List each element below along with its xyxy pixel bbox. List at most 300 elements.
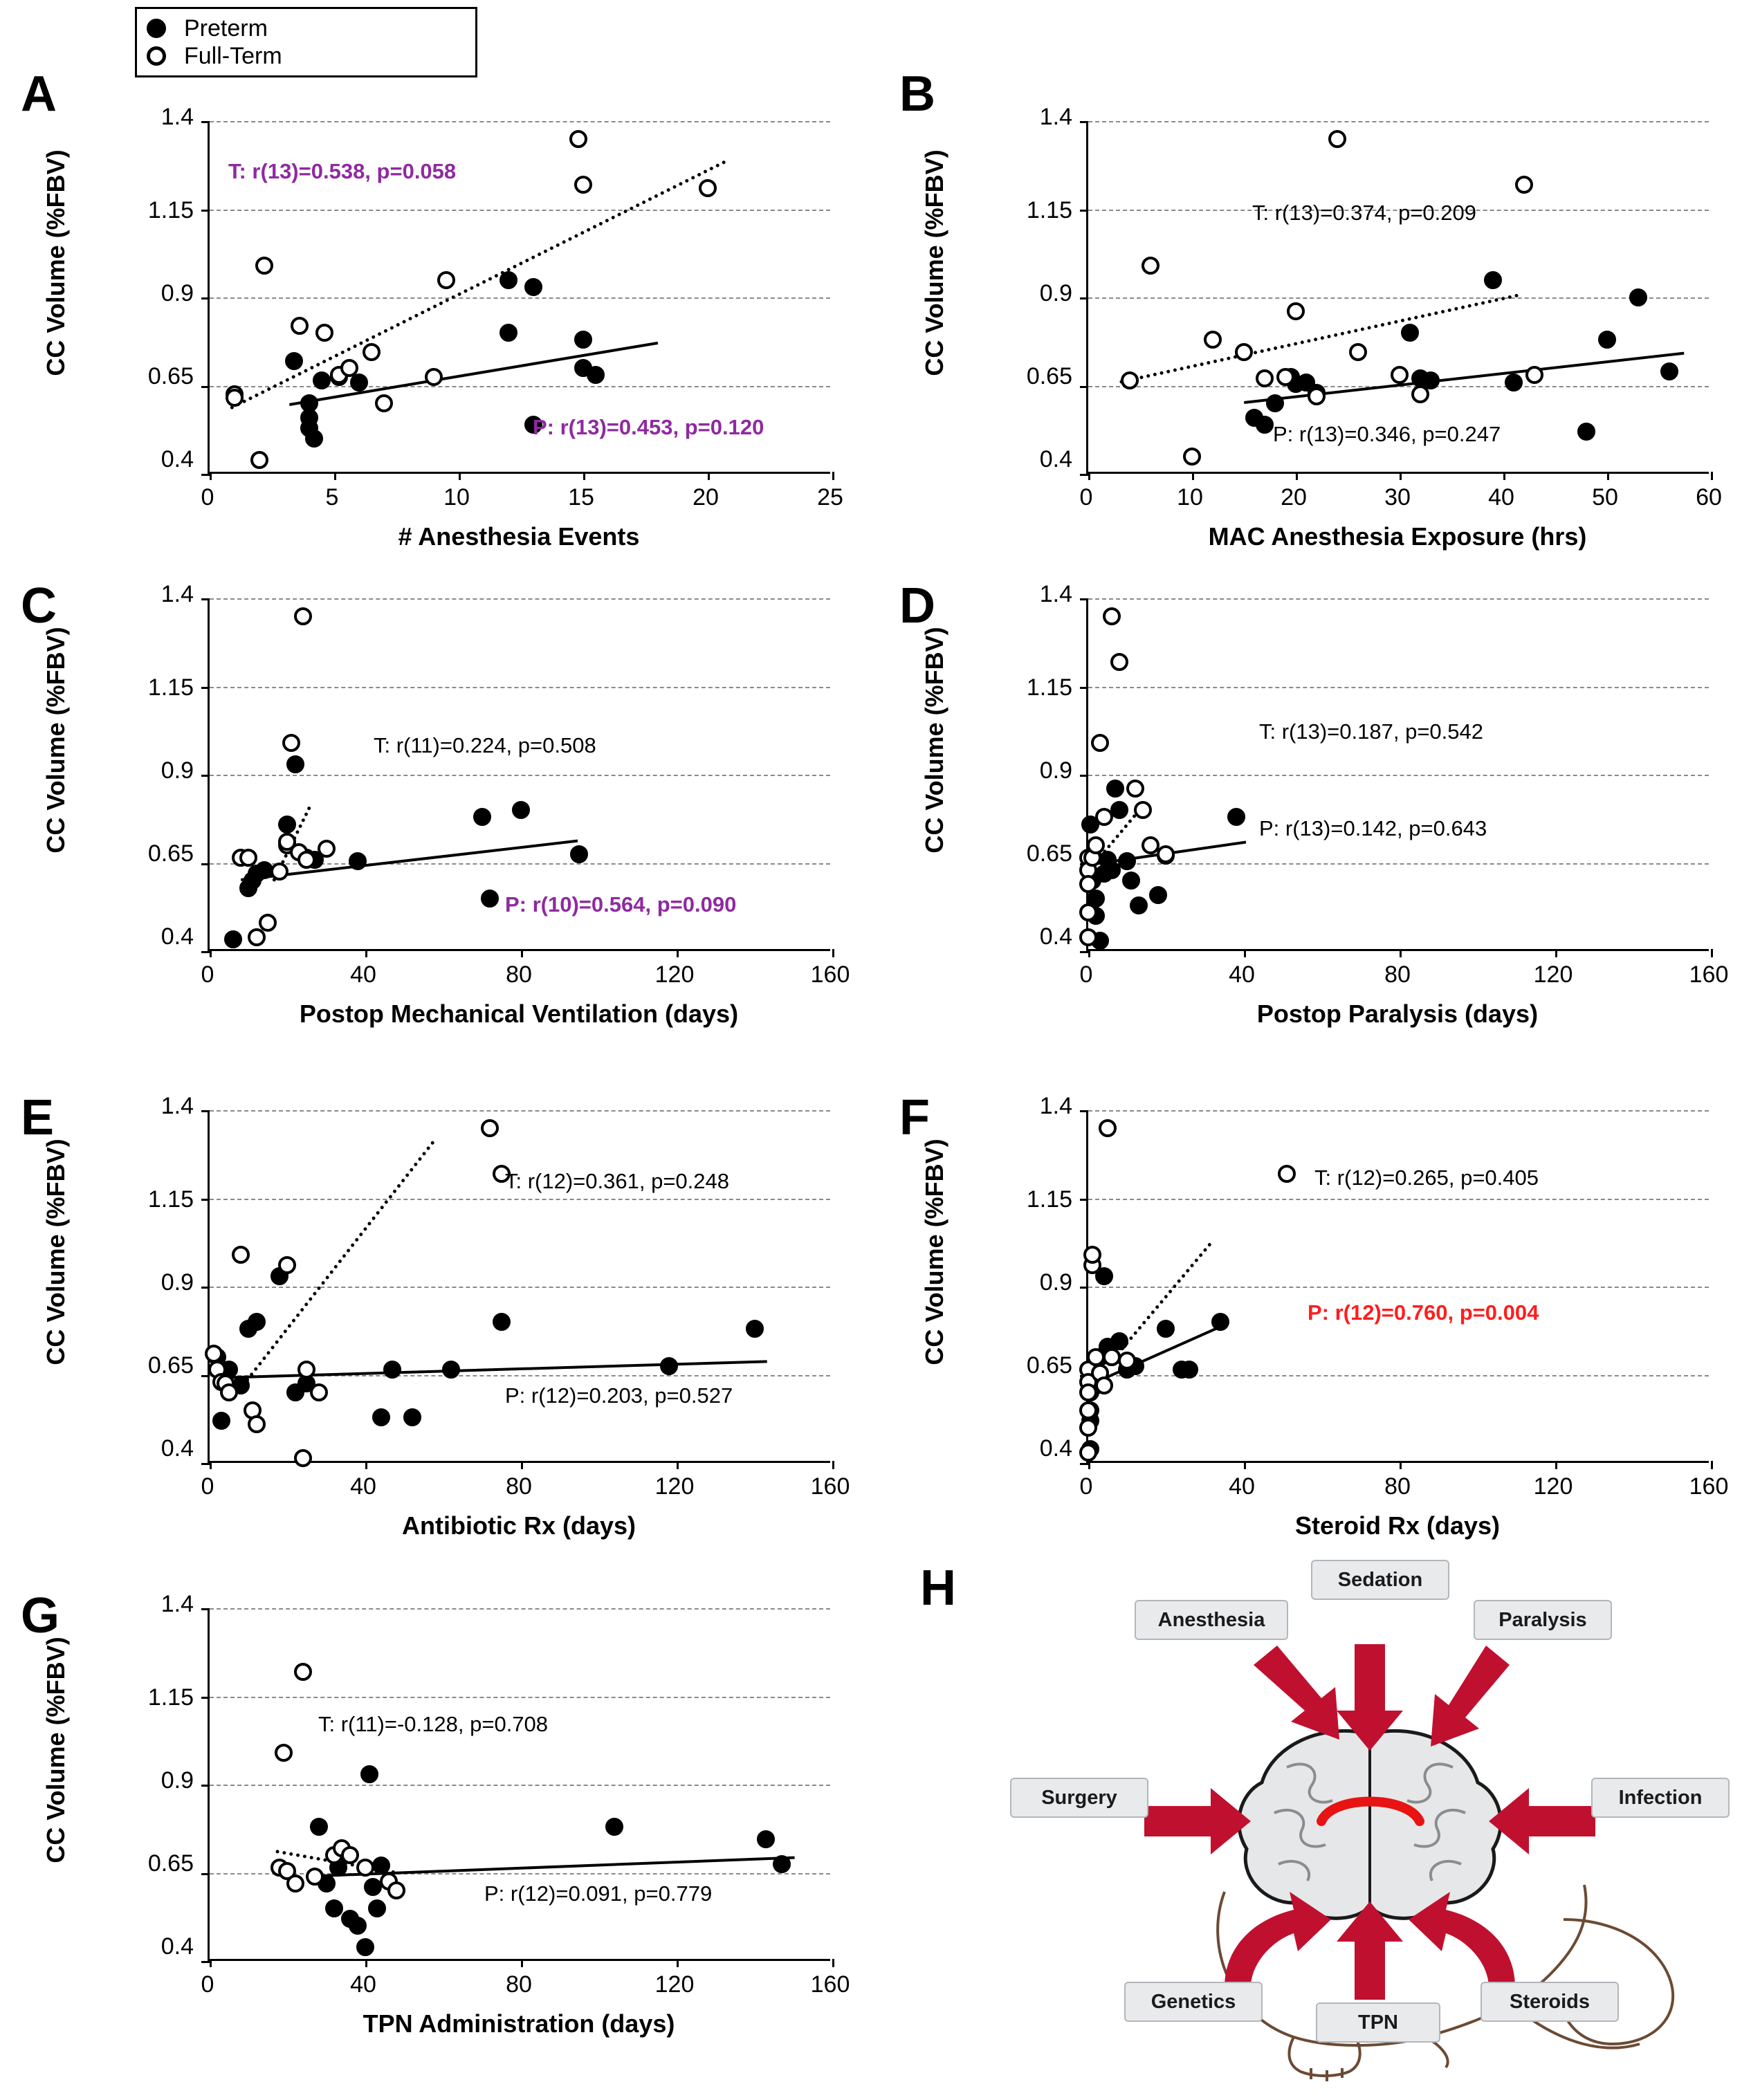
axis-mark — [1088, 1199, 1709, 1200]
y-tick-d-2: 0.9 — [1039, 757, 1072, 784]
panel-letter-e: E — [21, 1090, 55, 1145]
data-point-fullterm — [387, 1881, 405, 1899]
label-box-tpn[interactable]: TPN — [1316, 2002, 1440, 2043]
x-tick-b-3: 30 — [1384, 484, 1411, 510]
y-tick-a-1: 0.65 — [147, 363, 194, 389]
y-tick-e-3: 1.15 — [147, 1186, 194, 1213]
data-point-fullterm — [1525, 366, 1543, 384]
data-point-fullterm — [1079, 875, 1097, 893]
data-point-fullterm — [1349, 343, 1367, 361]
data-point-preterm — [403, 1408, 421, 1426]
data-point-preterm — [1106, 780, 1124, 798]
y-tick-d-1: 0.65 — [1026, 840, 1072, 867]
x-tick-b-6: 60 — [1696, 484, 1722, 510]
axis-mark — [201, 951, 210, 953]
label-box-paralysis[interactable]: Paralysis — [1474, 1600, 1612, 1640]
axis-mark — [201, 1785, 210, 1787]
data-point-fullterm — [1134, 801, 1152, 819]
y-tick-b-2: 0.9 — [1039, 280, 1072, 306]
filled-circle-icon — [147, 19, 166, 38]
axis-mark — [210, 1959, 212, 1967]
data-point-fullterm — [271, 863, 288, 881]
y-tick-f-0: 0.4 — [1039, 1435, 1072, 1462]
y-tick-c-1: 0.65 — [147, 840, 194, 867]
axis-mark — [210, 598, 830, 600]
data-point-preterm — [660, 1357, 678, 1375]
axis-mark — [210, 1785, 830, 1786]
data-point-fullterm — [1079, 928, 1097, 946]
y-tick-f-4: 1.4 — [1039, 1093, 1072, 1119]
axis-mark — [583, 472, 585, 480]
y-tick-b-1: 0.65 — [1026, 363, 1072, 389]
data-point-fullterm — [1411, 385, 1429, 403]
axis-mark — [1080, 474, 1088, 476]
plot-area-e — [208, 1110, 830, 1463]
data-point-preterm — [757, 1830, 775, 1848]
data-point-preterm — [1180, 1361, 1198, 1379]
annotation-d-t: T: r(13)=0.187, p=0.542 — [1259, 719, 1484, 744]
axis-mark — [1080, 121, 1088, 123]
x-tick-d-4: 160 — [1689, 961, 1729, 988]
data-point-preterm — [383, 1361, 401, 1379]
axis-mark — [210, 949, 212, 957]
data-point-fullterm — [1183, 448, 1201, 466]
data-point-preterm — [286, 755, 304, 773]
annotation-e-p: P: r(12)=0.203, p=0.527 — [505, 1383, 733, 1408]
gridline-a-1.40 — [210, 121, 830, 122]
axis-mark — [201, 121, 210, 123]
y-tick-b-3: 1.15 — [1026, 197, 1072, 223]
x-axis-label-a: # Anesthesia Events — [398, 522, 640, 551]
data-point-fullterm — [315, 324, 333, 342]
x-tick-c-4: 160 — [810, 961, 850, 988]
y-tick-e-2: 0.9 — [161, 1269, 194, 1296]
plot-area-b — [1086, 121, 1709, 474]
y-axis-label-e: CC Volume (%FBV) — [42, 1139, 70, 1365]
label-box-sedation[interactable]: Sedation — [1311, 1560, 1449, 1600]
data-point-preterm — [1484, 271, 1502, 289]
annotation-b-p: P: r(13)=0.346, p=0.247 — [1273, 422, 1501, 446]
axis-mark — [832, 1461, 834, 1469]
axis-mark — [832, 1959, 834, 1967]
axis-mark — [201, 775, 210, 777]
data-point-preterm — [442, 1361, 460, 1379]
axis-mark — [210, 472, 212, 480]
data-point-fullterm — [481, 1119, 499, 1137]
data-point-preterm — [1110, 1332, 1128, 1350]
data-point-fullterm — [297, 1361, 315, 1379]
data-point-preterm — [1130, 896, 1148, 914]
x-tick-a-0: 0 — [201, 484, 214, 510]
annotation-a-t: T: r(13)=0.538, p=0.058 — [228, 159, 457, 183]
axis-mark — [201, 1463, 210, 1465]
data-point-preterm — [1122, 872, 1140, 890]
data-point-preterm — [212, 1412, 230, 1430]
data-point-fullterm — [1103, 607, 1121, 625]
y-tick-e-0: 0.4 — [161, 1435, 194, 1462]
y-tick-b-0: 0.4 — [1039, 446, 1072, 472]
axis-mark — [201, 1873, 210, 1875]
axis-mark — [1400, 1461, 1402, 1469]
y-tick-a-4: 1.4 — [161, 104, 194, 130]
axis-mark — [1088, 1287, 1709, 1288]
x-tick-d-2: 80 — [1384, 961, 1411, 988]
annotation-c-p: P: r(10)=0.564, p=0.090 — [505, 892, 737, 917]
panel-letter-d: D — [899, 578, 935, 634]
x-tick-f-0: 0 — [1079, 1473, 1093, 1500]
axis-mark — [1607, 472, 1609, 480]
axis-mark — [201, 598, 210, 600]
data-point-preterm — [285, 352, 303, 370]
fit-line-fullterm-b — [1119, 293, 1519, 384]
axis-mark — [677, 949, 679, 957]
axis-mark — [521, 1461, 523, 1469]
legend-row-fullterm — [147, 42, 457, 70]
data-point-preterm — [325, 1899, 343, 1917]
data-point-fullterm — [569, 130, 587, 148]
x-tick-e-2: 80 — [506, 1473, 532, 1500]
axis-mark — [1080, 1199, 1088, 1201]
annotation-f-p: P: r(12)=0.760, p=0.004 — [1308, 1300, 1539, 1325]
axis-mark — [1192, 472, 1194, 480]
axis-mark — [201, 1375, 210, 1377]
data-point-preterm — [481, 890, 499, 908]
panel-letter-b: B — [899, 66, 935, 122]
y-axis-label-a: CC Volume (%FBV) — [42, 149, 70, 376]
y-axis-label-g: CC Volume (%FBV) — [42, 1637, 70, 1863]
axis-mark — [1080, 951, 1088, 953]
data-point-fullterm — [1079, 1401, 1097, 1419]
x-tick-g-3: 120 — [654, 1971, 695, 1998]
data-point-fullterm — [226, 389, 244, 407]
data-point-preterm — [310, 1818, 328, 1836]
data-point-preterm — [1118, 852, 1136, 870]
x-tick-d-3: 120 — [1533, 961, 1573, 988]
axis-mark — [1711, 949, 1713, 957]
data-point-fullterm — [294, 1663, 312, 1681]
data-point-fullterm — [1118, 1352, 1136, 1370]
x-tick-f-3: 120 — [1533, 1473, 1573, 1500]
brain-risk-factor-diagram — [996, 1560, 1736, 2085]
data-point-fullterm — [1328, 130, 1346, 148]
axis-mark — [210, 1199, 830, 1200]
axis-mark — [1400, 472, 1402, 480]
data-point-fullterm — [1099, 1119, 1117, 1137]
label-box-steroids[interactable]: Steroids — [1481, 1982, 1619, 2022]
panel-letter-a: A — [21, 66, 57, 122]
data-point-fullterm — [1087, 836, 1105, 854]
x-tick-a-1: 5 — [325, 484, 339, 510]
y-tick-d-4: 1.4 — [1039, 581, 1072, 607]
data-point-preterm — [1266, 394, 1284, 412]
data-point-fullterm — [340, 359, 358, 377]
data-point-preterm — [746, 1320, 764, 1338]
axis-mark — [334, 472, 336, 480]
axis-mark — [1555, 1461, 1557, 1469]
data-point-preterm — [1598, 331, 1616, 349]
data-point-fullterm — [294, 607, 312, 625]
label-box-surgery[interactable]: Surgery — [1010, 1778, 1148, 1818]
x-tick-e-0: 0 — [201, 1473, 214, 1500]
axis-mark — [521, 949, 523, 957]
label-box-anesthesia[interactable]: Anesthesia — [1135, 1600, 1288, 1640]
axis-mark — [1088, 1110, 1709, 1112]
axis-mark — [201, 863, 210, 865]
legend-row-preterm — [147, 15, 457, 42]
axis-mark — [1088, 687, 1709, 688]
y-tick-g-2: 0.9 — [161, 1767, 194, 1794]
data-point-preterm — [368, 1899, 386, 1917]
axis-mark — [201, 1199, 210, 1201]
axis-mark — [365, 1461, 367, 1469]
axis-mark — [210, 1461, 212, 1469]
legend-label-preterm: Preterm — [184, 15, 268, 42]
annotation-g-t: T: r(11)=-0.128, p=0.708 — [318, 1712, 549, 1736]
data-point-fullterm — [1121, 371, 1139, 389]
data-point-fullterm — [318, 840, 336, 858]
gridline-a-0.65 — [210, 386, 830, 387]
axis-mark — [1080, 1287, 1088, 1289]
data-point-fullterm — [699, 179, 717, 197]
x-axis-label-d: Postop Paralysis (days) — [1256, 1000, 1539, 1028]
axis-mark — [201, 297, 210, 300]
data-point-fullterm — [306, 1868, 324, 1886]
data-point-fullterm — [286, 1875, 304, 1892]
annotation-e-t: T: r(12)=0.361, p=0.248 — [505, 1169, 730, 1193]
axis-mark — [210, 1697, 830, 1698]
axis-mark — [677, 1959, 679, 1967]
data-point-fullterm — [1079, 1444, 1097, 1462]
data-point-fullterm — [297, 851, 315, 869]
axis-mark — [1080, 775, 1088, 777]
data-point-preterm — [1256, 416, 1274, 434]
x-tick-e-3: 120 — [654, 1473, 695, 1500]
data-point-preterm — [499, 324, 517, 342]
axis-mark — [210, 775, 830, 776]
label-box-genetics[interactable]: Genetics — [1124, 1982, 1263, 2022]
arrow-surgery — [1144, 1788, 1251, 1854]
data-point-fullterm — [1276, 368, 1294, 386]
data-point-preterm — [224, 930, 242, 948]
axis-mark — [1296, 472, 1298, 480]
y-tick-c-0: 0.4 — [161, 923, 194, 950]
data-point-fullterm — [248, 1415, 266, 1433]
data-point-preterm — [473, 808, 491, 826]
x-tick-d-0: 0 — [1079, 961, 1093, 988]
x-tick-b-1: 10 — [1177, 484, 1203, 510]
axis-mark — [201, 1608, 210, 1610]
axis-mark — [201, 474, 210, 476]
data-point-fullterm — [1079, 1419, 1097, 1437]
data-point-preterm — [356, 1938, 374, 1956]
data-point-preterm — [1505, 374, 1523, 392]
data-point-preterm — [278, 816, 296, 833]
data-point-fullterm — [255, 257, 273, 275]
label-box-infection[interactable]: Infection — [1591, 1778, 1730, 1818]
data-point-fullterm — [1157, 845, 1175, 863]
data-point-fullterm — [278, 1256, 296, 1274]
data-point-fullterm — [220, 1383, 238, 1401]
data-point-fullterm — [375, 394, 393, 412]
data-point-fullterm — [1110, 653, 1128, 671]
y-tick-f-1: 0.65 — [1026, 1352, 1072, 1379]
x-axis-label-f: Steroid Rx (days) — [1294, 1511, 1501, 1540]
axis-mark — [1088, 472, 1090, 480]
annotation-d-p: P: r(13)=0.142, p=0.643 — [1259, 816, 1487, 840]
axis-mark — [210, 1110, 830, 1112]
arrow-anesthesia — [1254, 1646, 1339, 1740]
x-tick-f-2: 80 — [1384, 1473, 1411, 1500]
data-point-fullterm — [437, 271, 455, 289]
y-tick-a-0: 0.4 — [161, 446, 194, 472]
y-tick-g-1: 0.65 — [147, 1850, 194, 1877]
annotation-f-t: T: r(12)=0.265, p=0.405 — [1314, 1166, 1539, 1190]
data-point-preterm — [605, 1818, 623, 1836]
axis-mark — [832, 949, 834, 957]
x-tick-a-3: 15 — [568, 484, 594, 510]
data-point-fullterm — [205, 1345, 223, 1363]
axis-mark — [459, 472, 461, 480]
y-tick-d-0: 0.4 — [1039, 923, 1072, 950]
data-point-preterm — [524, 278, 542, 296]
data-point-preterm — [1227, 808, 1245, 826]
y-tick-g-0: 0.4 — [161, 1933, 194, 1960]
x-tick-g-1: 40 — [350, 1971, 376, 1998]
data-point-fullterm — [1235, 343, 1253, 361]
data-point-preterm — [248, 1313, 266, 1331]
axis-mark — [201, 210, 210, 212]
axis-mark — [1080, 386, 1088, 388]
plot-area-f — [1086, 1110, 1709, 1463]
data-point-preterm — [1629, 288, 1647, 306]
data-point-fullterm — [310, 1383, 328, 1401]
axis-mark — [210, 1873, 830, 1875]
data-point-fullterm — [1095, 1376, 1113, 1394]
x-tick-b-0: 0 — [1079, 484, 1093, 510]
y-tick-c-2: 0.9 — [161, 757, 194, 784]
data-point-preterm — [574, 331, 592, 349]
x-axis-label-c: Postop Mechanical Ventilation (days) — [299, 1000, 739, 1028]
data-point-fullterm — [356, 1859, 374, 1877]
axis-mark — [1711, 472, 1713, 480]
axis-mark — [1555, 949, 1557, 957]
data-point-fullterm — [1278, 1165, 1296, 1183]
x-tick-c-1: 40 — [350, 961, 376, 988]
data-point-preterm — [1149, 886, 1167, 904]
data-point-preterm — [372, 1408, 390, 1426]
x-tick-g-0: 0 — [201, 1971, 214, 1998]
axis-mark — [1088, 121, 1709, 122]
data-point-fullterm — [259, 914, 277, 932]
y-tick-g-4: 1.4 — [161, 1591, 194, 1617]
annotation-g-p: P: r(12)=0.091, p=0.779 — [484, 1881, 713, 1906]
y-tick-g-3: 1.15 — [147, 1684, 194, 1711]
x-axis-label-b: MAC Anesthesia Exposure (hrs) — [1208, 522, 1587, 551]
axis-mark — [210, 1287, 830, 1288]
data-point-fullterm — [1391, 366, 1409, 384]
data-point-fullterm — [1204, 331, 1222, 349]
data-point-preterm — [1211, 1313, 1229, 1331]
data-point-preterm — [493, 1313, 511, 1331]
axis-mark — [1088, 297, 1709, 299]
y-axis-label-f: CC Volume (%FBV) — [920, 1139, 948, 1365]
annotation-b-t: T: r(13)=0.374, p=0.209 — [1252, 201, 1477, 225]
data-point-preterm — [587, 366, 605, 384]
x-tick-b-4: 40 — [1488, 484, 1514, 510]
axis-mark — [1088, 598, 1709, 600]
axis-mark — [1711, 1461, 1713, 1469]
axis-mark — [201, 386, 210, 388]
data-point-preterm — [1157, 1320, 1175, 1338]
axis-mark — [365, 949, 367, 957]
data-point-fullterm — [275, 1744, 293, 1762]
y-tick-a-3: 1.15 — [147, 197, 194, 223]
x-tick-f-4: 160 — [1689, 1473, 1729, 1500]
axis-mark — [201, 1697, 210, 1699]
x-axis-label-e: Antibiotic Rx (days) — [401, 1511, 636, 1540]
axis-mark — [1080, 687, 1088, 689]
axis-mark — [1080, 598, 1088, 600]
data-point-preterm — [313, 371, 331, 389]
axis-mark — [201, 1961, 210, 1963]
data-point-fullterm — [1256, 369, 1274, 387]
fit-line-fullterm-e — [241, 1140, 435, 1388]
data-point-fullterm — [1308, 387, 1326, 405]
x-tick-e-4: 160 — [810, 1473, 850, 1500]
legend-label-fullterm: Full-Term — [184, 42, 282, 69]
data-point-fullterm — [239, 849, 257, 867]
axis-mark — [1088, 1461, 1090, 1469]
axis-mark — [1080, 210, 1088, 212]
y-tick-e-4: 1.4 — [161, 1093, 194, 1119]
data-point-preterm — [499, 271, 517, 289]
data-point-fullterm — [282, 734, 300, 752]
data-point-preterm — [1660, 362, 1678, 380]
axis-mark — [1400, 949, 1402, 957]
gridline-a-1.15 — [210, 210, 830, 211]
legend — [135, 7, 477, 77]
data-point-preterm — [349, 1917, 367, 1935]
panel-letter-f: F — [899, 1090, 930, 1145]
x-tick-d-1: 40 — [1229, 961, 1255, 988]
axis-mark — [201, 1287, 210, 1289]
data-point-preterm — [349, 852, 367, 870]
axis-mark — [708, 472, 710, 480]
axis-mark — [201, 1110, 210, 1112]
x-tick-b-5: 50 — [1592, 484, 1618, 510]
data-point-fullterm — [1095, 808, 1113, 826]
axis-mark — [210, 1608, 830, 1610]
y-axis-label-b: CC Volume (%FBV) — [920, 149, 948, 376]
axis-mark — [201, 687, 210, 689]
y-tick-f-3: 1.15 — [1026, 1186, 1072, 1213]
data-point-fullterm — [1515, 176, 1533, 194]
data-point-fullterm — [294, 1449, 312, 1467]
data-point-fullterm — [1142, 257, 1159, 275]
data-point-preterm — [570, 845, 588, 863]
x-tick-g-2: 80 — [506, 1971, 532, 1998]
x-tick-g-4: 160 — [810, 1971, 850, 1998]
plot-area-d — [1086, 598, 1709, 951]
axis-mark — [210, 687, 830, 688]
axis-mark — [1088, 775, 1709, 776]
data-point-fullterm — [341, 1846, 359, 1864]
data-point-preterm — [305, 430, 323, 448]
x-tick-c-0: 0 — [201, 961, 214, 988]
y-tick-c-3: 1.15 — [147, 674, 194, 701]
y-tick-b-4: 1.4 — [1039, 104, 1072, 130]
x-tick-f-1: 40 — [1229, 1473, 1255, 1500]
